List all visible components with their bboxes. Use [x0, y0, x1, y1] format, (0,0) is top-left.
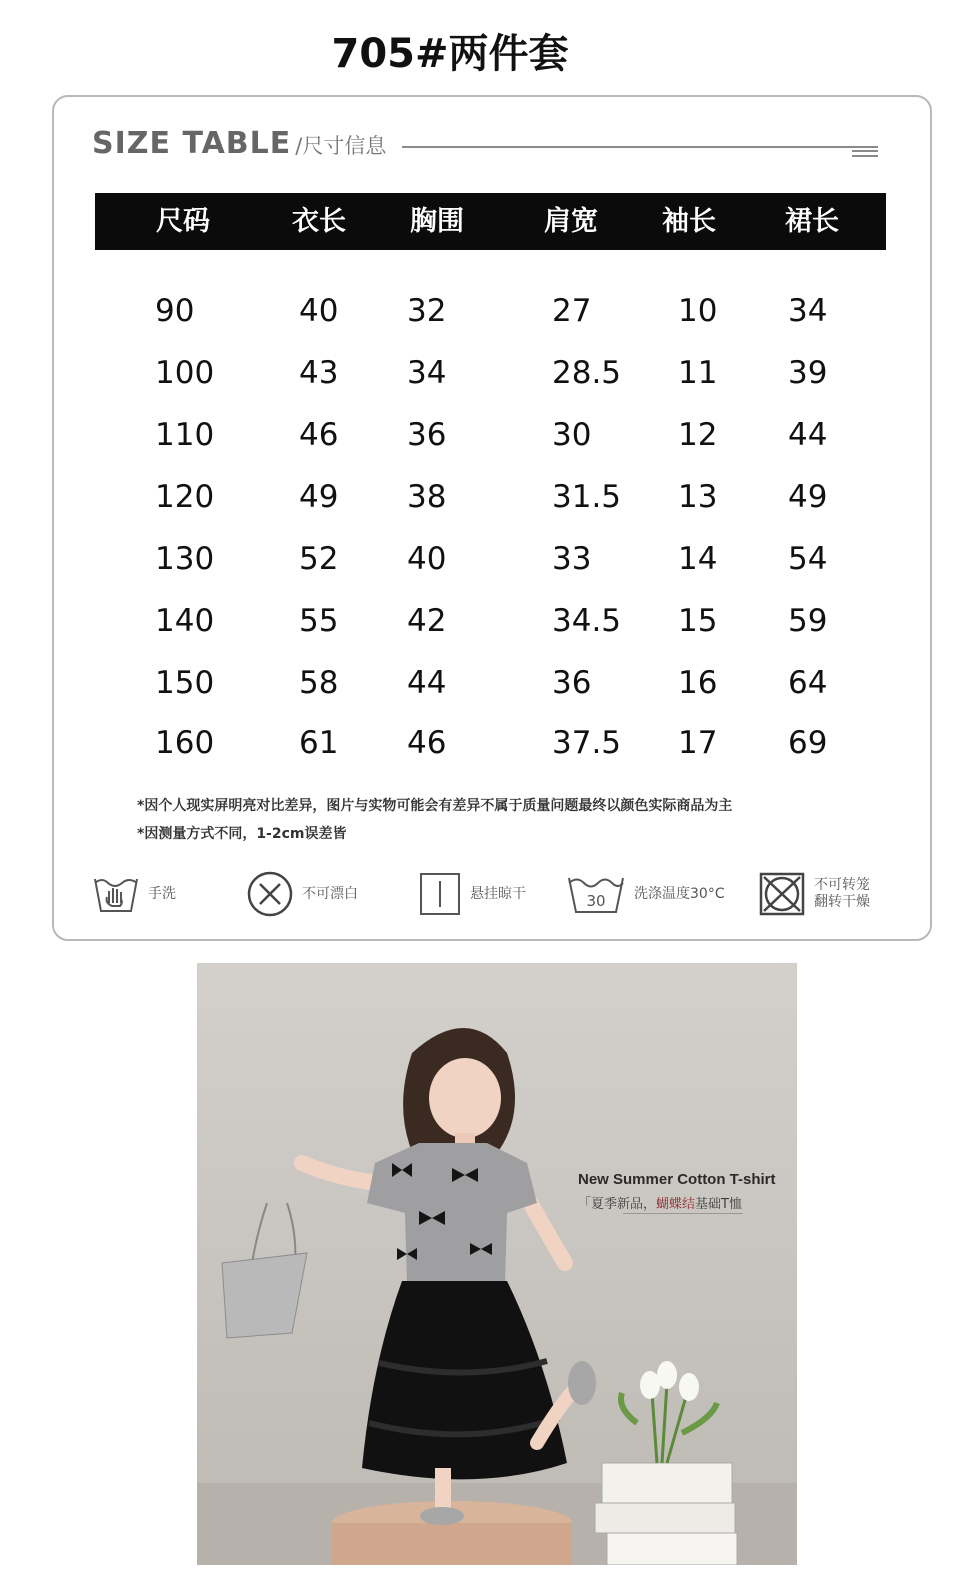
care-hang-dry: [418, 866, 526, 922]
cell-chest: 42: [407, 603, 447, 639]
cell-skirt: 69: [788, 725, 828, 761]
book-stack: [595, 1463, 737, 1565]
cell-length: 49: [299, 479, 339, 515]
care-no-tumble-dry: [758, 866, 870, 922]
care-label-no-tumble-dry-1: 不可转笼: [814, 877, 870, 894]
col-header-chest: 胸围: [410, 206, 464, 237]
cell-size: 160: [155, 725, 215, 761]
cell-size: 130: [155, 541, 215, 577]
cell-length: 58: [299, 665, 339, 701]
face: [429, 1058, 501, 1138]
cell-sleeve: 13: [678, 479, 718, 515]
size-table-header: [92, 126, 386, 166]
cell-size: 140: [155, 603, 215, 639]
cell-size: 100: [155, 355, 215, 391]
product-illustration: [197, 963, 797, 1565]
tagline-cn-accent: 蝴蝶结: [656, 1197, 696, 1212]
wash-temp-text: 30: [586, 892, 606, 910]
cell-length: 55: [299, 603, 339, 639]
cell-chest: 36: [407, 417, 447, 453]
size-table-subheading: /尺寸信息: [295, 134, 387, 158]
care-label-hand-wash: 手洗: [148, 885, 176, 902]
tagline-cn: [578, 1193, 742, 1212]
stool-base: [332, 1523, 572, 1565]
cell-chest: 46: [407, 725, 447, 761]
cell-chest: 32: [407, 293, 447, 329]
product-photo: [197, 963, 797, 1565]
wash-30-icon: [566, 872, 626, 916]
cell-length: 52: [299, 541, 339, 577]
size-table-heading: SIZE TABLE: [92, 126, 292, 161]
cell-skirt: 49: [788, 479, 828, 515]
col-header-sleeve: 袖长: [662, 206, 716, 237]
table-header-row: [95, 193, 886, 250]
cell-shoulder: 37.5: [552, 725, 622, 761]
cell-skirt: 39: [788, 355, 828, 391]
no-bleach-icon: [246, 870, 294, 918]
care-label-hang-dry: 悬挂晾干: [470, 885, 526, 902]
tulip-vase: [621, 1361, 717, 1463]
page-title: 705#两件套: [331, 31, 569, 77]
cell-shoulder: 31.5: [552, 479, 622, 515]
cell-sleeve: 17: [678, 725, 718, 761]
tagline-cn-suffix: 基础T恤: [695, 1197, 742, 1212]
cell-size: 110: [155, 417, 215, 453]
cell-skirt: 64: [788, 665, 828, 701]
cell-length: 43: [299, 355, 339, 391]
cell-skirt: 34: [788, 293, 828, 329]
cell-sleeve: 12: [678, 417, 718, 453]
col-header-length: 衣长: [292, 206, 346, 237]
cell-sleeve: 15: [678, 603, 718, 639]
care-no-bleach: [246, 866, 358, 922]
cell-sleeve: 14: [678, 541, 718, 577]
care-hand-wash: [92, 866, 176, 922]
cell-shoulder: 30: [552, 417, 592, 453]
tagline-en: New Summer Cotton T-shirt: [578, 1171, 776, 1188]
care-label-no-tumble-dry: [814, 877, 870, 911]
cell-shoulder: 27: [552, 293, 592, 329]
cell-chest: 40: [407, 541, 447, 577]
no-tumble-dry-icon: [758, 871, 806, 917]
cell-size: 150: [155, 665, 215, 701]
col-header-size: 尺码: [156, 206, 210, 237]
cell-chest: 44: [407, 665, 447, 701]
cell-size: 120: [155, 479, 215, 515]
cell-shoulder: 28.5: [552, 355, 622, 391]
cell-sleeve: 11: [678, 355, 718, 391]
hand-wash-icon: [92, 873, 140, 915]
left-arm: [302, 1163, 377, 1183]
cell-length: 40: [299, 293, 339, 329]
cell-chest: 34: [407, 355, 447, 391]
cell-shoulder: 36: [552, 665, 592, 701]
cell-length: 61: [299, 725, 339, 761]
note-measure-disclaimer: *因测量方式不同，1-2cm误差皆: [137, 826, 347, 842]
cell-size: 90: [155, 293, 195, 329]
cell-sleeve: 16: [678, 665, 718, 701]
cell-skirt: 54: [788, 541, 828, 577]
cell-shoulder: 34.5: [552, 603, 622, 639]
tagline-cn-prefix: 「夏季新品，: [578, 1197, 657, 1212]
cell-chest: 38: [407, 479, 447, 515]
cell-length: 46: [299, 417, 339, 453]
care-label-no-bleach: 不可漂白: [302, 885, 358, 902]
silver-bag: [222, 1203, 307, 1338]
care-label-wash-30: 洗涤温度30°C: [634, 885, 725, 902]
silver-shoe: [420, 1507, 464, 1525]
cell-skirt: 59: [788, 603, 828, 639]
care-label-no-tumble-dry-2: 翻转干燥: [814, 894, 870, 910]
care-wash-30: [566, 866, 725, 922]
hang-dry-icon: [418, 871, 462, 917]
cell-sleeve: 10: [678, 293, 718, 329]
header-rule: [402, 146, 878, 148]
note-color-disclaimer: *因个人现实屏明亮对比差异，图片与实物可能会有差异不属于质量问题最终以颜色实际商品为主: [137, 798, 733, 814]
col-header-shoulder: 肩宽: [544, 206, 598, 237]
cell-shoulder: 33: [552, 541, 592, 577]
col-header-skirt: 裙长: [785, 206, 839, 237]
menu-lines-icon: [852, 150, 878, 160]
tagline-divider: [623, 1213, 743, 1214]
cell-skirt: 44: [788, 417, 828, 453]
